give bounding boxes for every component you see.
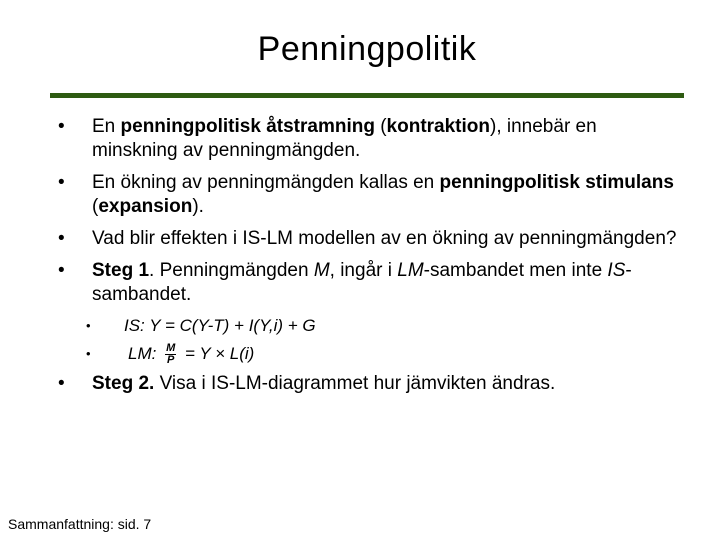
sub-bullet-marker: • xyxy=(86,346,91,361)
italic-term: LM xyxy=(397,260,424,281)
is-equation-text: IS: Y = C(Y-T) + I(Y,i) + G xyxy=(124,316,316,335)
text-span: ( xyxy=(92,196,99,217)
sub-bullet-marker: • xyxy=(86,318,91,333)
bullet-item-4 xyxy=(58,259,678,307)
bold-term: kontraktion xyxy=(386,116,490,137)
text-span: En xyxy=(92,116,121,137)
title-divider xyxy=(50,93,684,98)
bold-term: expansion xyxy=(98,196,193,217)
slide-footer: Sammanfattning: sid. 7 xyxy=(8,516,152,532)
is-equation xyxy=(58,315,678,337)
bold-term: penningpolitisk åtstramning xyxy=(120,116,375,137)
lm-equation-rhs: = Y × L(i) xyxy=(184,344,255,363)
fraction-numerator: M xyxy=(166,342,176,355)
bullet-marker: • xyxy=(58,228,65,249)
text-span: ( xyxy=(374,116,387,137)
text-span: . Penningmängden xyxy=(149,260,314,281)
text-span: -sambandet men inte xyxy=(423,260,608,281)
italic-term: IS xyxy=(607,260,626,281)
text-span: ), innebär en minskning av penningmängden. xyxy=(92,116,597,161)
text-span: Visa i IS-LM-diagrammet hur jämvikten ändras. xyxy=(154,373,556,395)
bold-term: penningpolitisk stimulans xyxy=(439,172,674,193)
text-span: En ökning av penningmängden kallas en xyxy=(92,172,440,193)
bullet-item-5 xyxy=(58,372,678,396)
italic-term: M xyxy=(313,260,330,281)
text-span: , ingår i xyxy=(329,260,398,281)
bullet-item-1 xyxy=(58,115,678,163)
fraction-denominator: P xyxy=(166,354,175,367)
text-span: Vad blir effekten i IS-LM modellen av en ökning av penningmängden? xyxy=(92,228,677,249)
bullet-marker: • xyxy=(58,116,65,137)
bullet-item-3 xyxy=(58,227,678,251)
slide-title: Penningpolitik xyxy=(257,30,477,68)
text-span: -sambandet. xyxy=(92,260,632,305)
bullet-marker: • xyxy=(58,373,65,395)
bullet-item-2 xyxy=(58,171,678,219)
bullet-marker: • xyxy=(58,172,65,193)
bold-term: Steg 1 xyxy=(92,260,150,281)
lm-equation xyxy=(58,343,678,366)
money-price-fraction xyxy=(165,343,176,366)
bullet-list xyxy=(58,115,678,404)
bullet-marker: • xyxy=(58,260,65,281)
lm-label: LM: xyxy=(128,344,157,363)
text-span: ). xyxy=(192,196,204,217)
bold-term: Steg 2. xyxy=(92,373,155,395)
